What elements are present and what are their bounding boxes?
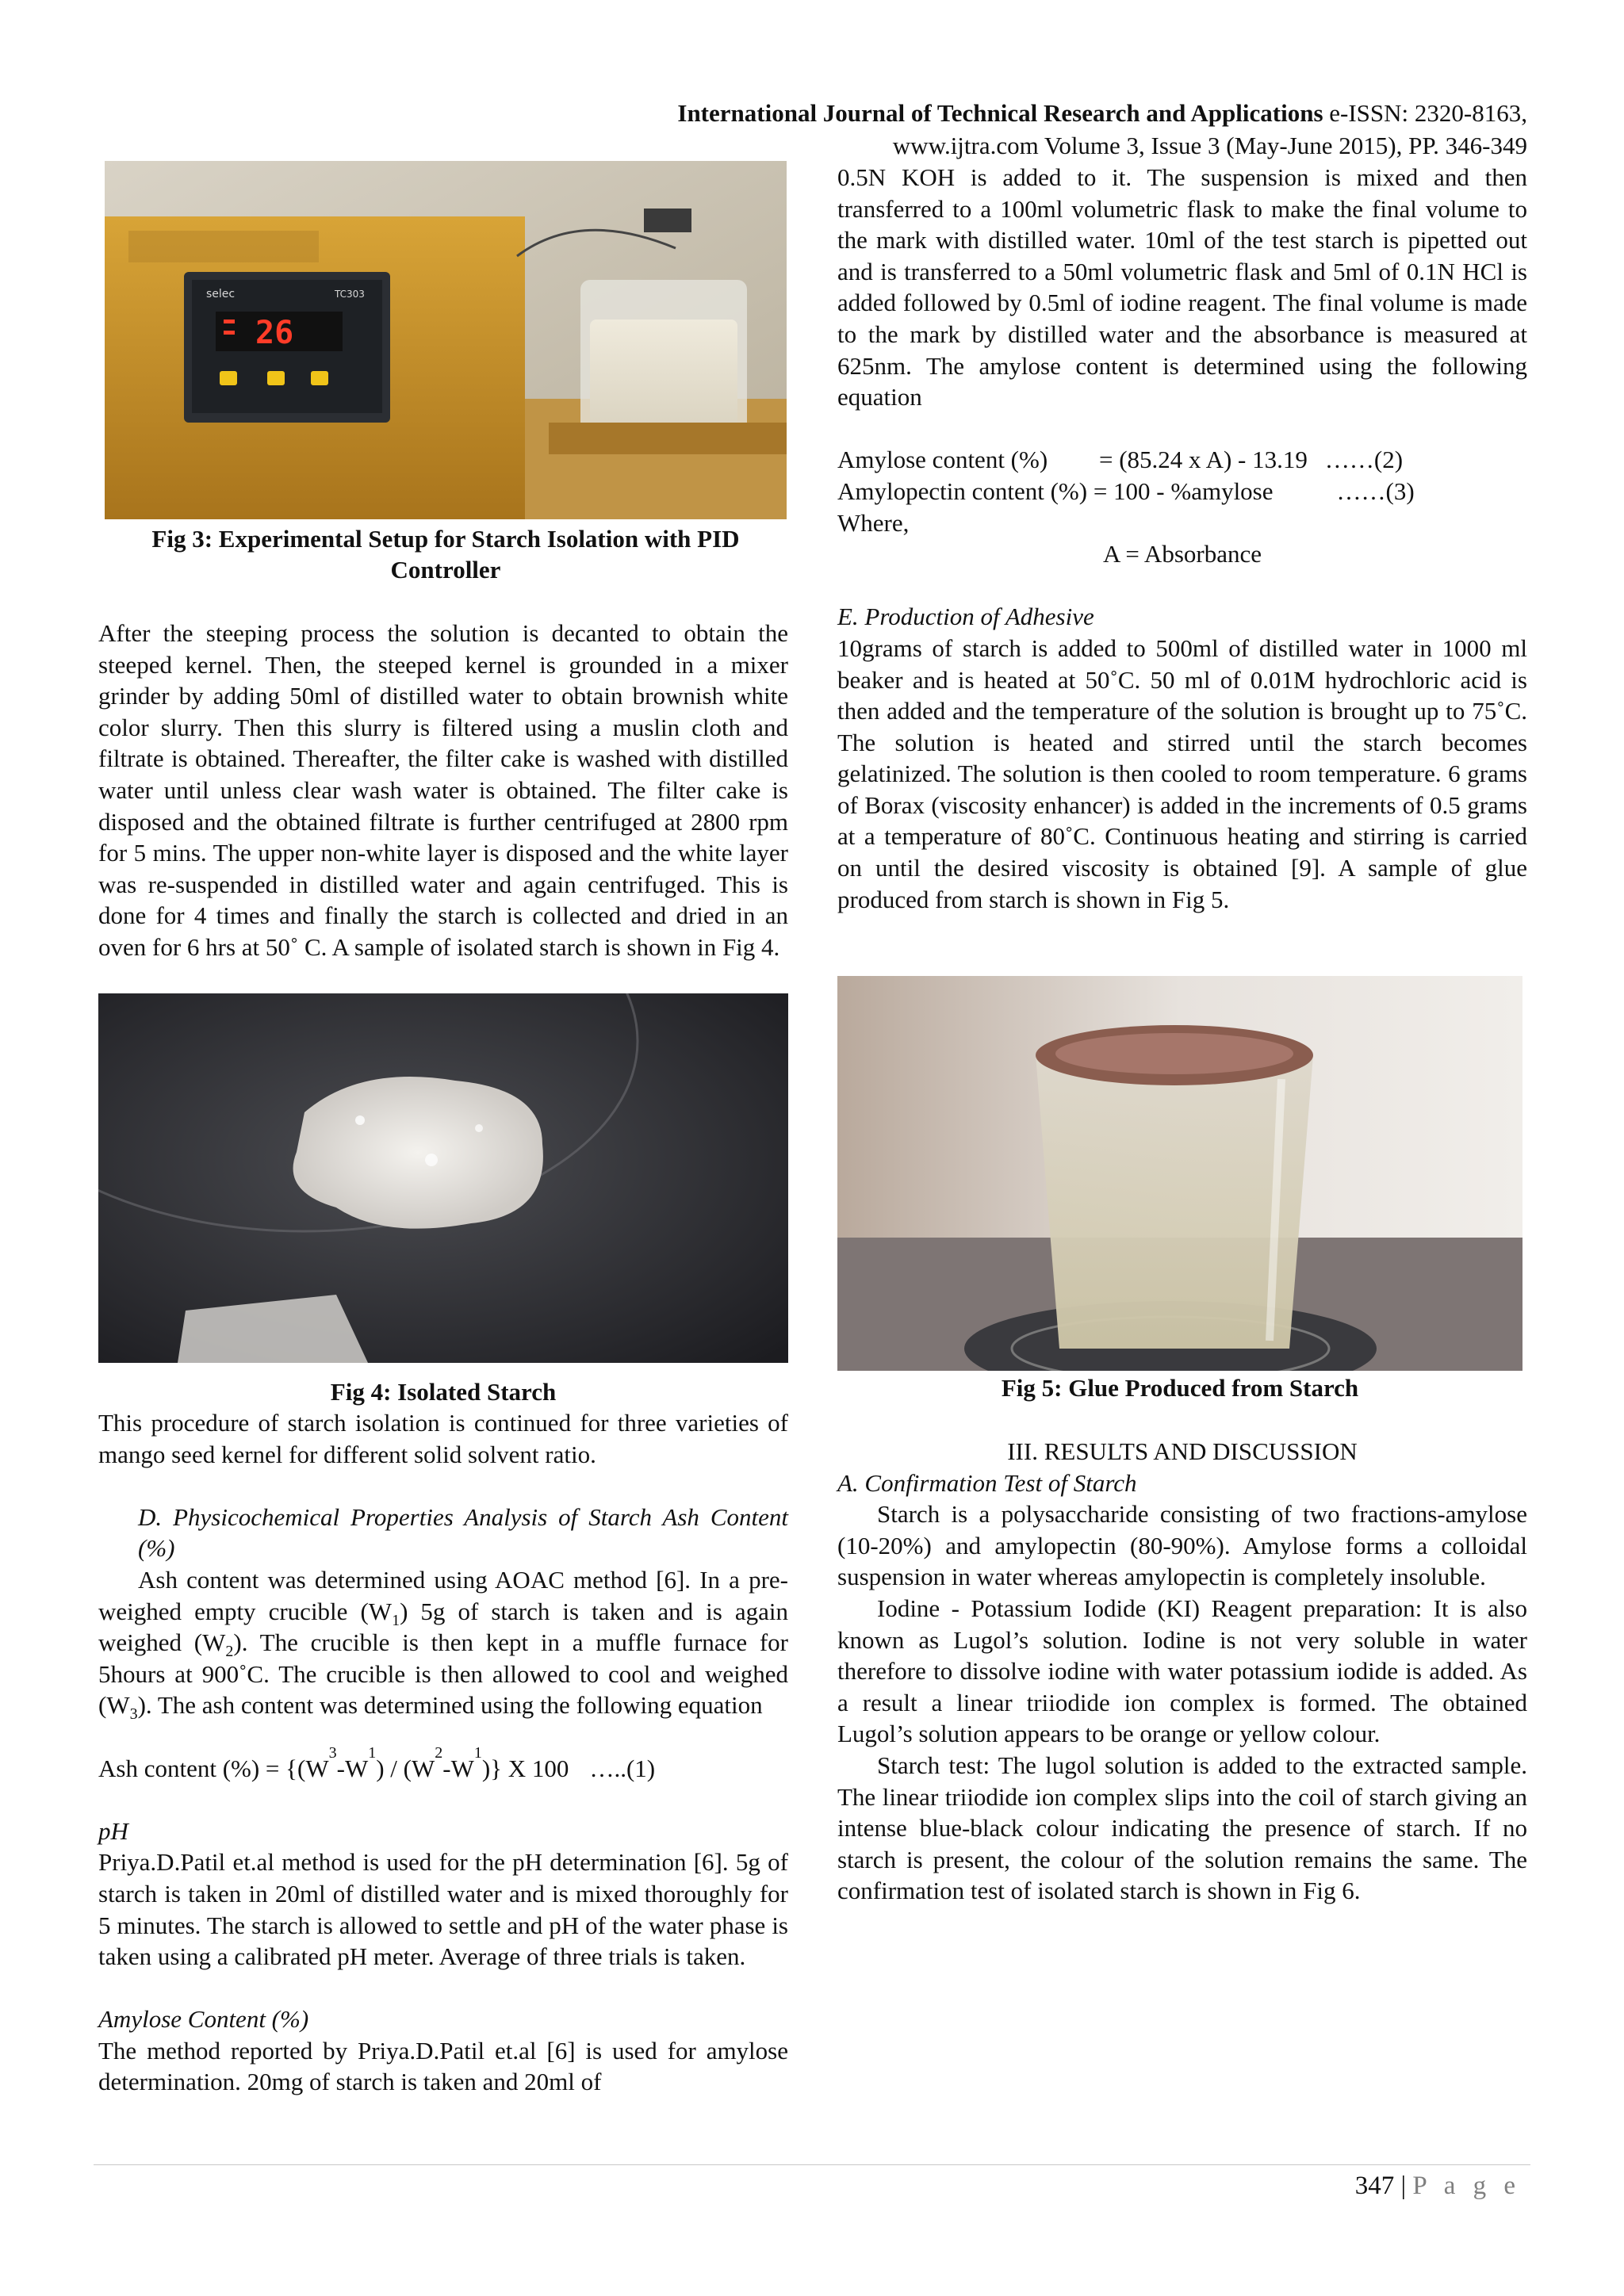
section-e-heading: E. Production of Adhesive (837, 603, 1094, 631)
results-heading: III. RESULTS AND DISCUSSION (1007, 1437, 1358, 1465)
left-text-block-2 (98, 1407, 788, 2098)
section-d-heading: D. Physicochemical Properties Analysis of Starch Ash Content (%) (138, 1502, 788, 1563)
journal-header-line-2: www.ijtra.com Volume 3, Issue 3 (May-June 2015), PP. 346-349 (892, 132, 1527, 159)
left-text-block-1 (98, 618, 788, 963)
fig5-photo (837, 976, 1522, 1371)
ph-paragraph: Priya.D.Patil et.al method is used for the pH determination [6]. 5g of starch is taken in 20ml of distilled water and is mixed thoroughly for 5 minutes. The starch is allowed to settle and pH of the water phase is taken using a calibrated pH meter. Average of three trials is taken. (98, 1848, 788, 1971)
iodine-paragraph: Iodine - Potassium Iodide (KI) Reagent preparation: It is also known as Lugol’s solution. Iodine is not very soluble in water therefore to dissolve iodine with water potassium iodide is added. As a result a linear triiodide ion complex is formed. The obtained Lugol’s solution appears to be orange or yellow colour. (837, 1594, 1527, 1748)
fig3-brand-text: selec (206, 288, 236, 300)
page-number: 347 (1354, 2172, 1395, 2200)
ash-equation-number: …..(1) (589, 1754, 656, 1782)
fig5-caption: Fig 5: Glue Produced from Starch (1001, 1374, 1359, 1402)
ph-heading: pH (98, 1816, 128, 1845)
steeping-paragraph: After the steeping process the solution is decanted to obtain the steeped kernel. Then, the steeped kernel is grounded in a mixer grinder by adding 50ml of distilled water to obtain brownish white color slurry. Then this slurry is filtered using a muslin cloth and filtrate is obtained. Thereafter, the filter cake is washed with distilled water until unless clear wash water is obtained. The filter cake is disposed and the obtained filtrate is further centrifuged at 2800 rpm for 5 mins. The upper non-white layer is disposed and the white layer was re-suspended in distilled water and again centrifuged. This is done for 4 times and finally the starch is collected and dried in an oven for 6 hrs at 50˚ C. A sample of isolated starch is shown in Fig 4. (98, 619, 788, 961)
journal-issn: e-ISSN: 2320-8163, (1323, 99, 1527, 127)
fig4-caption: Fig 4: Isolated Starch (330, 1378, 557, 1406)
fig3-photo (105, 161, 787, 519)
amylose-heading: Amylose Content (%) (98, 2005, 309, 2034)
fig3-caption: Fig 3: Experimental Setup for Starch Isolation with PID Controller (151, 525, 740, 584)
equation-2-number: ……(2) (1324, 446, 1404, 474)
fig4-photo (98, 993, 788, 1363)
equation-3: Amylopectin content (%) = 100 - %amylose ……(3) (837, 476, 1527, 507)
equation-2: Amylose content (%) = (85.24 x A) - 13.19 ……(2) (837, 444, 1527, 476)
ash-paragraph: Ash content was determined using AOAC method [6]. In a pre-weighed empty crucible $(W_1)$ 5g of starch is taken and is again weighed $(W_2)$. The crucible is then kept in a muffle furnace for 5hours at 900˚C. The crucible is then allowed to cool and weighed $(W_3)$. The ash content was determined using the following equation (98, 1565, 788, 1724)
where-label: Where, (837, 508, 910, 537)
page-footer: 347 | P a g e (1354, 2172, 1521, 2200)
adhesive-paragraph: 10grams of starch is added to 500ml of distilled water in 1000 ml beaker and is heated at 50˚C. 50 ml of 0.01M hydrochloric acid is then added and the temperature of the solution is brought up to 75˚C. The solution is heated and stirred until the starch becomes gelatinized. The solution is then cooled to room temperature. 6 grams of Borax (viscosity enhancer) is added in the increments of 0.5 grams at a temperature of 80˚C. Continuous heating and stirring is carried on until the desired viscosity is obtained [9]. A sample of glue produced from starch is shown in Fig 5. (837, 633, 1527, 913)
right-text-block-1 (837, 162, 1527, 915)
amylose-continued-paragraph: 0.5N KOH is added to it. The suspension is mixed and then transferred to a 100ml volumetric flask to make the final volume to the mark with distilled water. 10ml of the test starch is pipetted out and is transferred to a 50ml volumetric flask and 5ml of 0.1N HCl is added followed by 0.5ml of iodine reagent. The final volume is made to the mark by distilled water and the absorbance is measured at 625nm. The amylose content is determined using the following equation (837, 163, 1527, 411)
page-word: P a g e (1412, 2172, 1521, 2200)
amylose-paragraph: The method reported by Priya.D.Patil et.al [6] is used for amylose determination. 20mg of starch is taken and 20ml of (98, 2036, 788, 2096)
ash-equation: Ash content (%) = {(W 3 -W 1 ) / (W 2 -W 1 )} X 100 …..(1) (98, 1753, 788, 1785)
starch-test-paragraph: Starch test: The lugol solution is added to the extracted sample. The linear triiodide ion complex slips into the coil of starch giving an intense blue-black colour indicating the presence of starch. If no starch is present, the colour of the solution remains the same. The confirmation test of isolated starch is shown in Fig 6. (837, 1751, 1527, 1905)
journal-title: International Journal of Technical Research and Applications (677, 99, 1323, 127)
absorbance-definition: A = Absorbance (1102, 540, 1262, 568)
starch-paragraph: Starch is a polysaccharide consisting of two fractions-amylose (10-20%) and amylopectin (80-90%). Amylose forms a colloidal suspension in water whereas amylopectin is completely insoluble. (837, 1500, 1527, 1591)
fig3-display-value: 26 (255, 315, 294, 351)
procedure-paragraph: This procedure of starch isolation is continued for three varieties of mango seed kernel for different solid solvent ratio. (98, 1409, 788, 1468)
journal-header-line-1 (677, 98, 1527, 128)
footer-divider (94, 2164, 1530, 2165)
right-text-block-2 (837, 1436, 1527, 1907)
fig3-model-text: TC303 (335, 289, 365, 300)
equation-3-number: ……(3) (1336, 476, 1415, 505)
section-a-heading: A. Confirmation Test of Starch (837, 1468, 1137, 1497)
